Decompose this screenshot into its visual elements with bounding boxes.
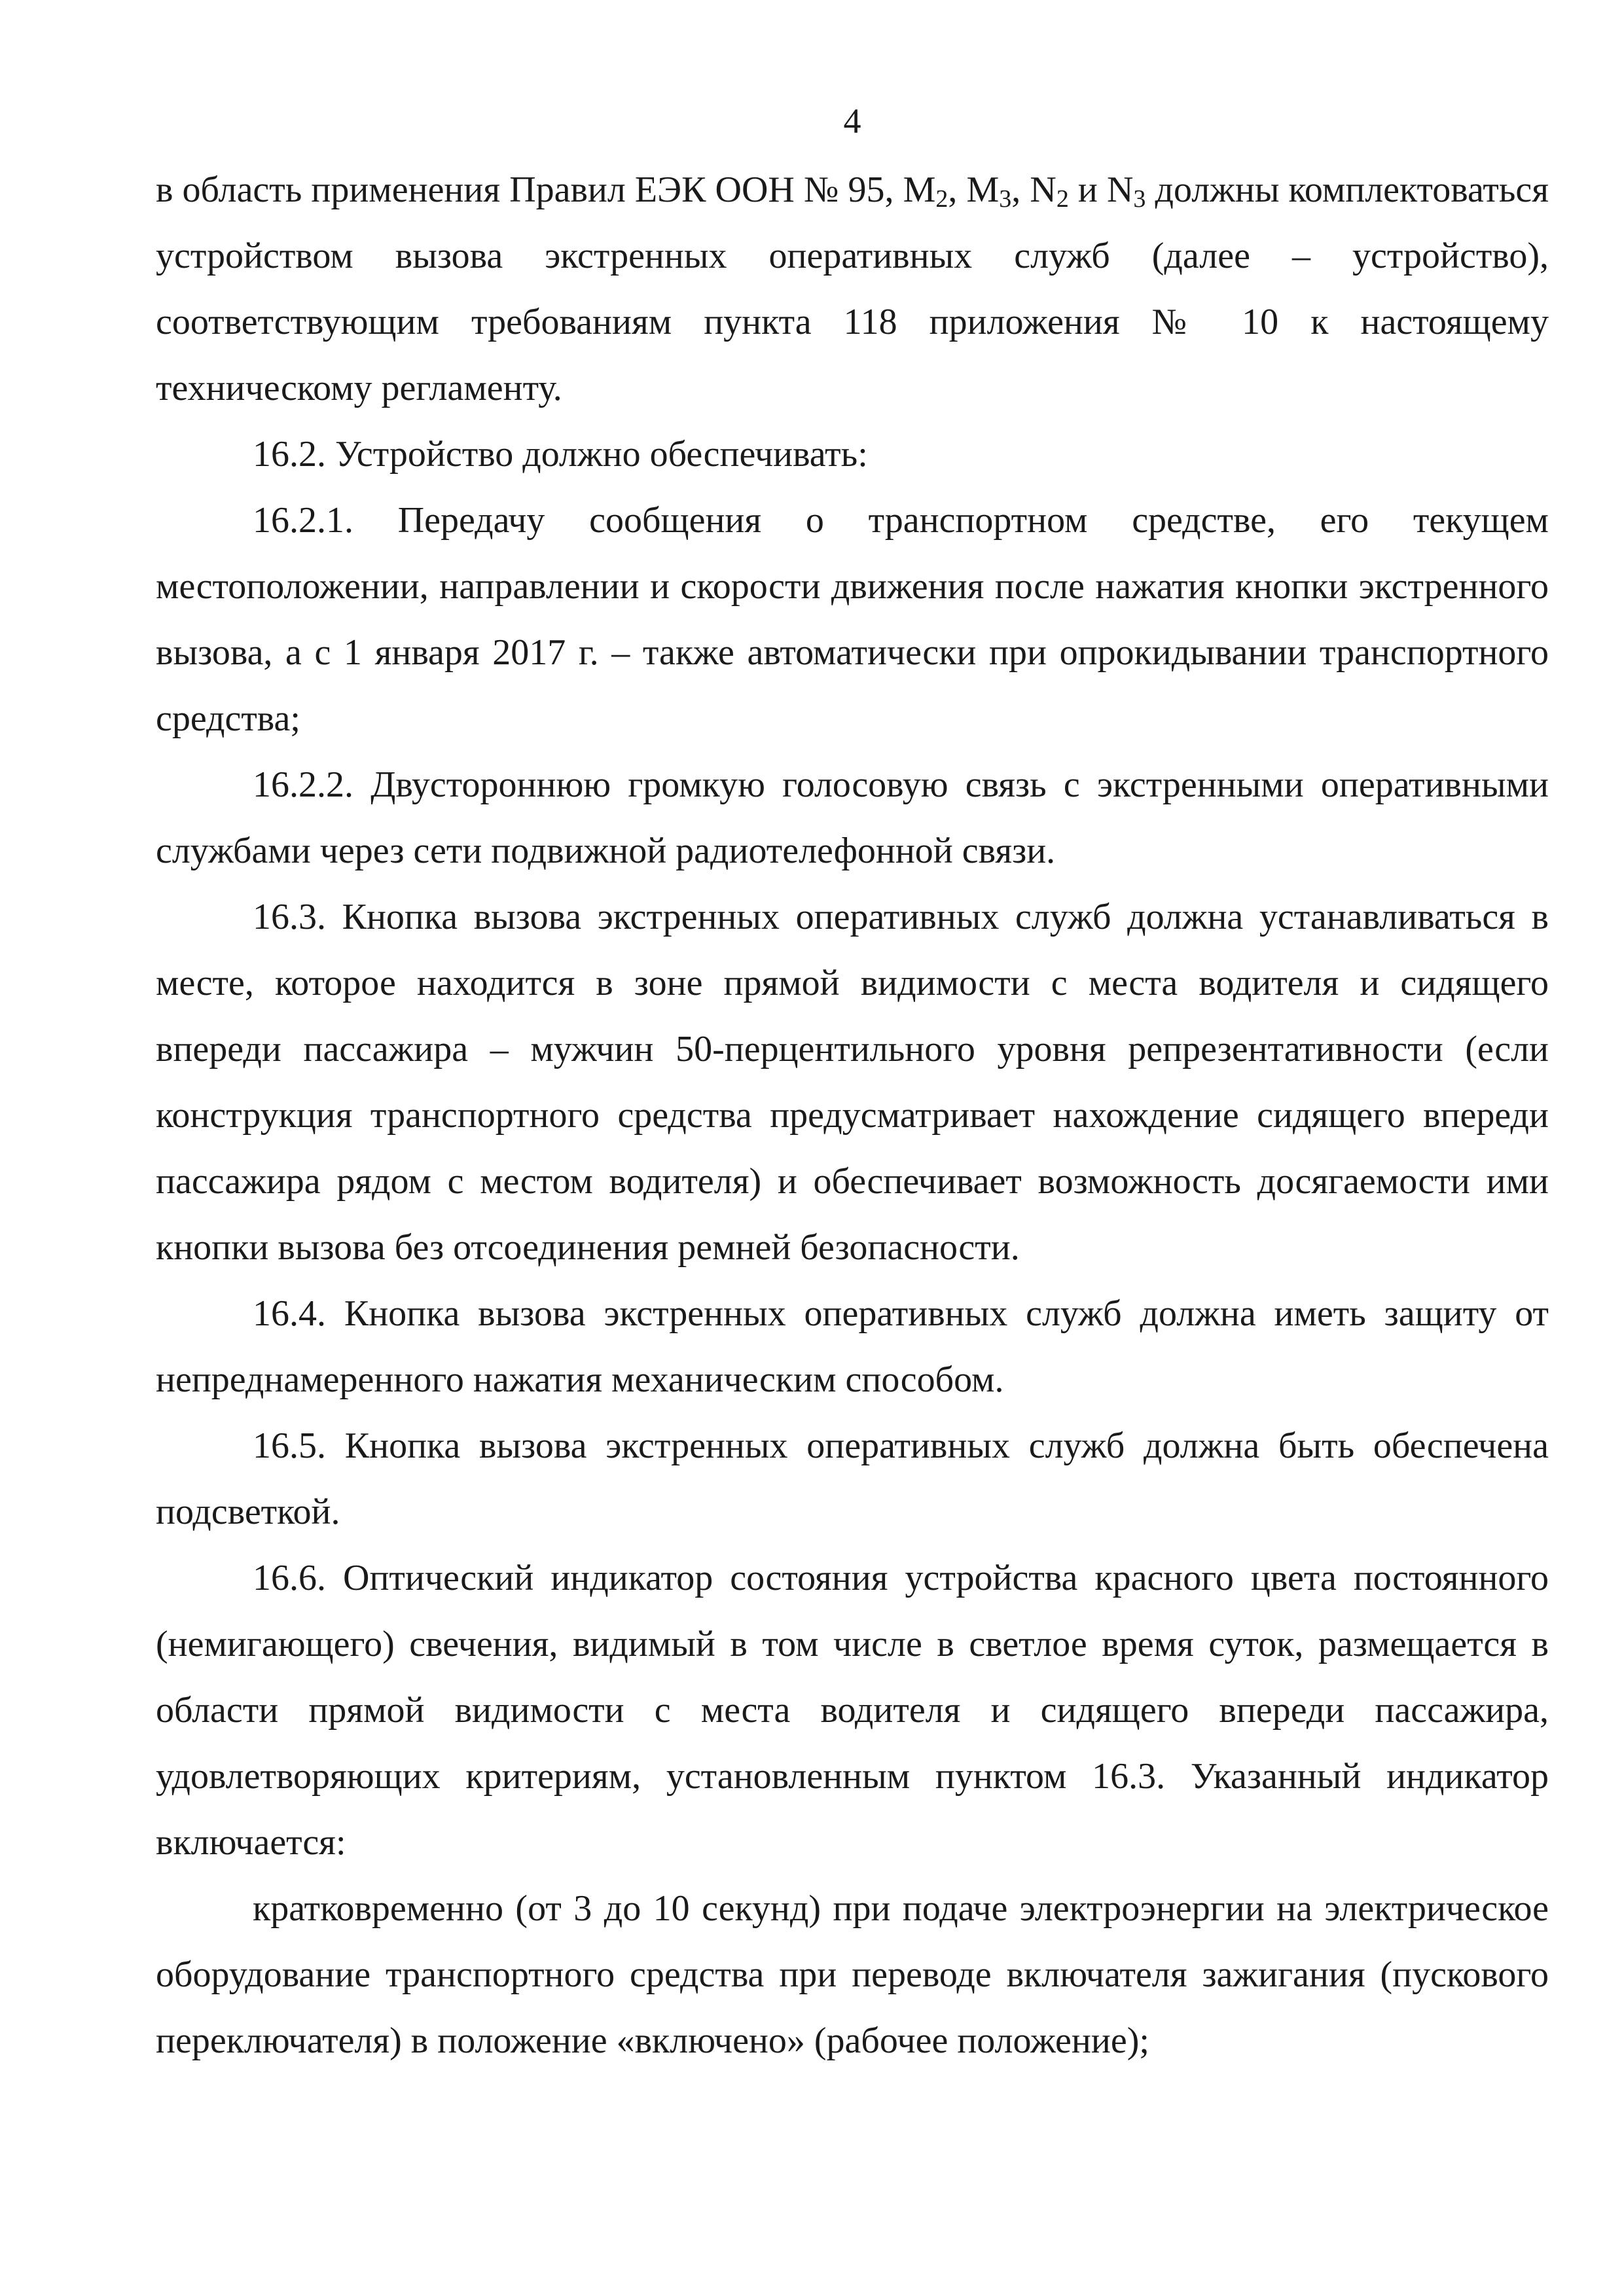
paragraph-16-6: 16.6. Оптический индикатор состояния устройства красного цвета постоянного (немигающего) свечения, видимый в том числе в светлое время суток, размещается в области прямой видимости с места водителя и сидящего впереди пассажира, удовлетворяющих критериям, установленным пунктом 16.3. Указанный индикатор включается: [156,1558,1549,1863]
document-page [156,98,1549,2074]
subscript: 2 [1056,185,1069,213]
paragraph-16-5: 16.5. Кнопка вызова экстренных оперативных служб должна быть обеспечена подсветкой. [156,1426,1549,1532]
subscript: 3 [999,185,1012,213]
paragraph-16-2: 16.2. Устройство должно обеспечивать: [253,434,868,475]
paragraph-16-6-item: кратковременно (от 3 до 10 секунд) при подаче электроэнергии на электрическое оборудование транспортного средства при переводе включателя зажигания (пускового переключателя) в положение «включено» (рабочее положение); [156,1888,1549,2061]
paragraph-scope-continuation [156,157,1549,422]
page-number: 4 [843,101,861,141]
paragraph-16-3: 16.3. Кнопка вызова экстренных оперативных служб должна устанавливаться в месте, которое находится в зоне прямой видимости с места водителя и сидящего впереди пассажира – мужчин 50-перцентильного уровня репрезентативности (если конструкция транспортного средства предусматривает нахождение сидящего впереди пассажира рядом с местом водителя) и обеспечивает возможность досягаемости ими кнопки вызова без отсоединения ремней безопасности. [156,897,1549,1268]
text-fragment: , N [1011,170,1056,210]
paragraph-16-2-2: 16.2.2. Двустороннюю громкую голосовую связь с экстренными оперативными службами через сети подвижной радиотелефонной связи. [156,764,1549,871]
text-fragment: в область применения Правил ЕЭК ООН № 95, M [156,170,936,210]
text-fragment: должны комплектоваться устройством вызова экстренных оперативных служб (далее – устройство), соответствующим требованиям пункта 118 приложения № 10 к настоящему техническому регламенту. [156,170,1549,408]
text-fragment: , M [948,170,1000,210]
subscript: 2 [935,185,948,213]
subscript: 3 [1133,185,1146,213]
text-fragment: и N [1068,170,1134,210]
paragraph-16-4: 16.4. Кнопка вызова экстренных оперативных служб должна иметь защиту от непреднамеренного нажатия механическим способом. [156,1293,1549,1400]
paragraph-16-2-1: 16.2.1. Передачу сообщения о транспортном средстве, его текущем местоположении, направлении и скорости движения после нажатия кнопки экстренного вызова, а с 1 января 2017 г. – также автоматически при опрокидывании транспортного средства; [156,500,1549,739]
